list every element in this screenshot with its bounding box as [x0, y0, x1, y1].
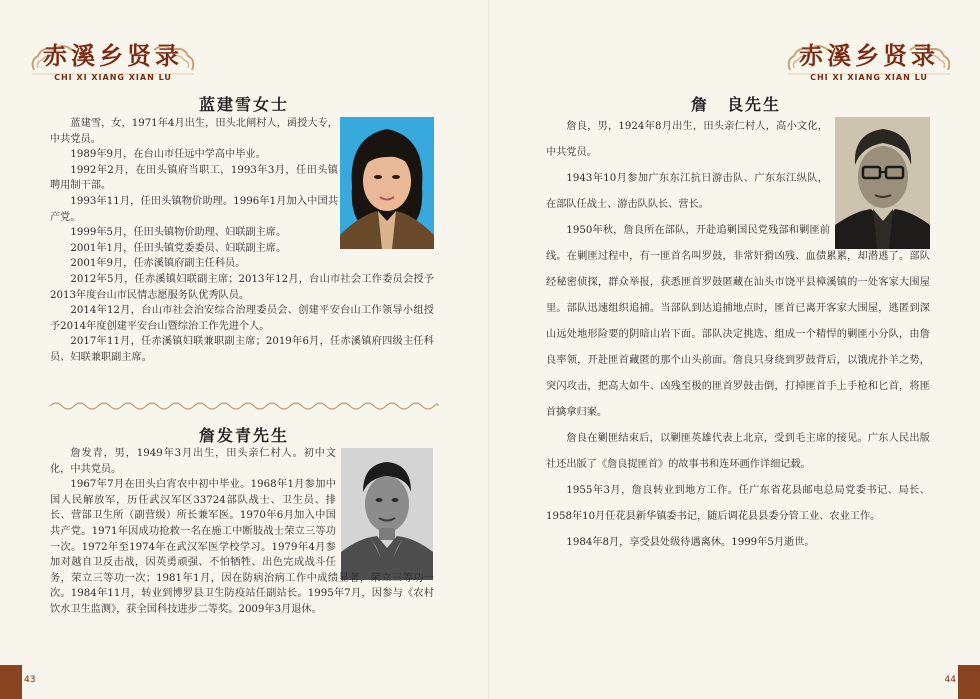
header-logo-right — [784, 36, 954, 82]
person-name-zhan-liang: 詹 良先生 — [690, 95, 781, 114]
right-page — [490, 0, 980, 699]
page-number-bar-left — [0, 665, 22, 699]
bio-paragraph: 1950年秋，詹良所在部队，开赴追剿国民党残部和剿匪前线。在剿匪过程中，有一匪首名叫罗鼓，非常奸猾凶残、血债累累，却潜逃了。部队经秘密侦探，群众举报，获悉匪首罗鼓匿藏在汕头市饶平县樟溪镇的一处客家大围屋里。部队迅速组织追捕。当部队到达追捕地点时，匪首已离开客家大围屋，逃匿到深山远处地形险要的阴暗山岩下面。部队决定挑选、组成一个精悍的剿匪小分队，由詹良率领，开赴匪首藏匿的那个山头前面。詹良只身绕到罗鼓背后，以饿虎扑羊之势，突闪攻击，把高大如牛、凶残至极的匪首罗鼓击倒，打掉匪首手上手枪和匕首，将匪首擒拿归案。 — [546, 225, 930, 418]
bio-paragraph: 1993年11月，任田头镇物价助理。1996年1月加入中国共产党。 — [50, 195, 338, 223]
person-name-lan-jianxue: 蓝建雪女士 — [198, 95, 289, 114]
bio-paragraph: 2014年12月，台山市社会治安综合治理委员会、创建平安台山工作领导小组授予2014年度创建平安台山暨综治工作先进个人。 — [50, 305, 434, 332]
bio-text-zhan-liang — [546, 114, 930, 556]
book-subtitle: CHI XI XIANG XIAN LU — [810, 73, 928, 82]
bio-text-zhan-faqing — [50, 446, 434, 618]
bio-paragraph: 1999年5月，任田头镇物价助理、妇联副主席。 — [70, 227, 287, 239]
book-title: 赤溪乡贤录 — [799, 41, 939, 70]
bio-paragraph: 蓝建雪，女，1971年4月出生，田头北闸村人，函授大专，中共党员。 — [50, 118, 338, 145]
bio-paragraph: 1984年8月，享受县处级待遇离休。1999年5月逝世。 — [566, 537, 815, 548]
bio-paragraph: 2001年1月，任田头镇党委委员、妇联副主席。 — [70, 242, 287, 254]
page-number-right: 44 — [944, 675, 956, 685]
page-number-left: 43 — [24, 675, 36, 685]
bio-paragraph: 詹发青，男，1949年3月出生，田头亲仁村人。初中文化，中共党员。 — [50, 448, 336, 475]
header-logo-left — [28, 36, 198, 82]
bio-paragraph: 詹良，男，1924年8月出生，田头亲仁村人，高小文化，中共党员。 — [546, 121, 828, 158]
bio-paragraph: 1955年3月，詹良转业到地方工作。任广东省花县邮电总局党委书记、局长、1958年10月任花县新华镇委书记，随后调花县县委分管工业、农业工作。 — [546, 485, 930, 522]
bio-paragraph: 1943年10月参加广东东江抗日游击队、广东东江纵队，在部队任战士、游击队队长、营长。 — [546, 173, 828, 210]
ornamental-divider — [48, 400, 440, 412]
book-title: 赤溪乡贤录 — [43, 41, 183, 70]
bio-paragraph: 1992年2月，在田头镇府当职工，1993年3月，任田头镇聘用制干部。 — [50, 164, 338, 192]
bio-paragraph: 1967年7月在田头白宵农中初中毕业。1968年1月参加中国人民解放军，历任武汉军区33724部队战士、卫生员、排长、营部卫生所（副营级）所长兼军医。1970年6月加入中国共产党。1971年因成功抢救一名在施工中断肢战士荣立三等功一次。1972年至1974年在武汉军医学校学习。1979年4月参加对越自卫反击战，因英勇顽强、不怕牺牲、出色完成战斗任务，荣立三等功一次；1981年1月，因在防病治病工作中成绩显著，荣立三等功一次。1984年11月，转业到博罗县卫生防疫站任副站长。1995年7月，因参与《农村饮水卫生监测》，获全国科技进步二等奖。2009年3月退休。 — [50, 479, 434, 615]
bio-text-lan-jianxue — [50, 116, 434, 366]
bio-paragraph: 2017年11月，任赤溪镇妇联兼职副主席；2019年6月，任赤溪镇府四级主任科员、妇联兼职副主席。 — [50, 336, 434, 363]
bio-paragraph: 2012年5月，任赤溪镇妇联副主席；2013年12月，台山市社会工作委员会授予2013年度台山市民情志愿服务队优秀队员。 — [50, 273, 434, 301]
bio-paragraph: 1989年9月，在台山市任远中学高中毕业。 — [70, 149, 266, 161]
page-number-bar-right — [958, 665, 980, 699]
person-name-zhan-faqing: 詹发青先生 — [198, 426, 289, 445]
bio-paragraph: 2001年9月，任赤溪镇府副主任科员。 — [70, 258, 246, 270]
book-subtitle: CHI XI XIANG XIAN LU — [54, 73, 172, 82]
bio-paragraph: 詹良在剿匪结束后，以剿匪英雄代表上北京，受到毛主席的接见。广东人民出版社还出版了《詹良捉匪首》的故事书和连环画作详细记载。 — [546, 433, 930, 470]
